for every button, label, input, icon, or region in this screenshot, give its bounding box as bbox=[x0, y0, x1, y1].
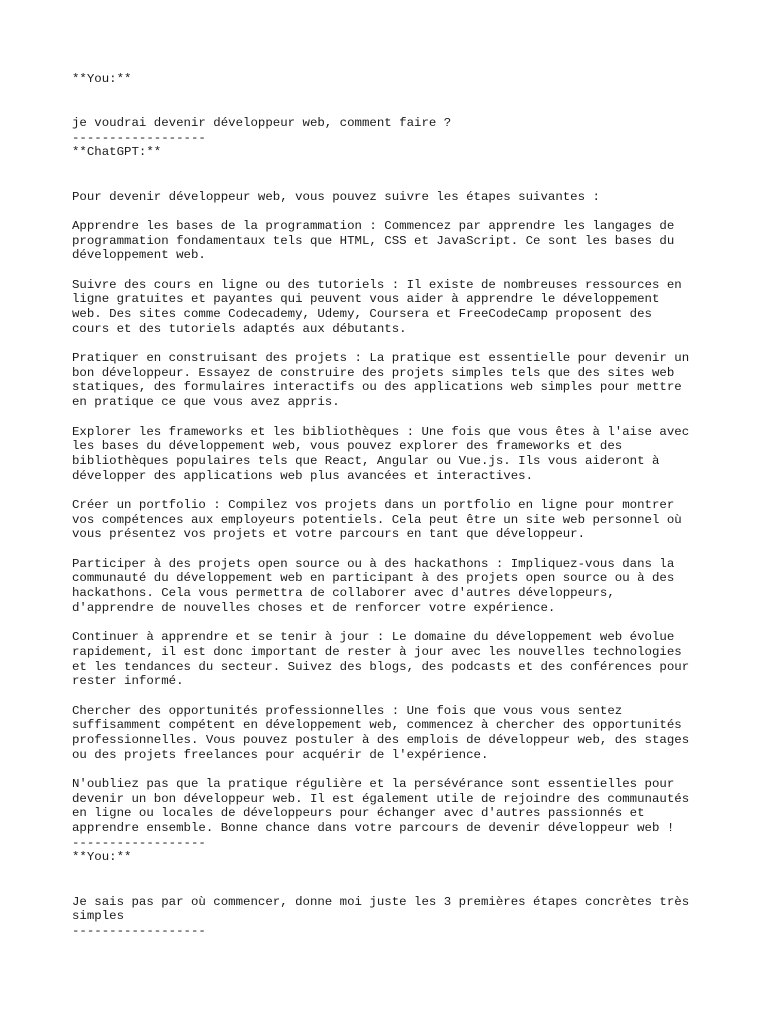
text-line: ou des projets freelances pour acquérir de l'expérience. bbox=[72, 747, 489, 762]
text-line: Pour devenir développeur web, vous pouvez suivre les étapes suivantes : bbox=[72, 189, 600, 204]
text-line: Je sais pas par où commencer, donne moi juste les 3 premières étapes concrètes très bbox=[72, 894, 690, 909]
text-line: Apprendre les bases de la programmation : Commencez par apprendre les langages de bbox=[72, 218, 675, 233]
text-line: professionnelles. Vous pouvez postuler à des emplois de développeur web, des stages bbox=[72, 732, 690, 747]
blank-line bbox=[72, 880, 712, 895]
text-line: Explorer les frameworks et les bibliothèques : Une fois que vous êtes à l'aise avec bbox=[72, 424, 690, 439]
blank-line bbox=[72, 615, 712, 630]
text-line: cours et des tutoriels adaptés aux débutants. bbox=[72, 321, 407, 336]
text-line: programmation fondamentaux tels que HTML, CSS et JavaScript. Ce sont les bases du bbox=[72, 233, 675, 248]
blank-line bbox=[72, 87, 712, 102]
text-line: rapidement, il est donc important de rester à jour avec les nouvelles technologies bbox=[72, 644, 682, 659]
text-line: je voudrai devenir développeur web, comment faire ? bbox=[72, 116, 452, 131]
document-body bbox=[72, 72, 712, 939]
text-line: Continuer à apprendre et se tenir à jour : Le domaine du développement web évolue bbox=[72, 630, 675, 645]
text-line: développer des applications web plus avancées et interactives. bbox=[72, 468, 534, 483]
blank-line bbox=[72, 483, 712, 498]
text-line: rester informé. bbox=[72, 674, 184, 689]
text-line: en ligne ou locales de développeurs pour échanger avec d'autres passionnés et bbox=[72, 806, 645, 821]
text-line: Pratiquer en construisant des projets : La pratique est essentielle pour devenir un bbox=[72, 351, 690, 366]
speaker-label-user: **You:** bbox=[72, 850, 132, 865]
text-line: développement web. bbox=[72, 248, 206, 263]
blank-line bbox=[72, 263, 712, 278]
text-line: d'apprendre de nouvelles choses et de renforcer votre expérience. bbox=[72, 600, 556, 615]
text-line: ligne gratuites et payantes qui peuvent vous aider à apprendre le développement bbox=[72, 292, 660, 307]
text-line: statiques, des formulaires interactifs ou des applications web simples pour mettre bbox=[72, 380, 682, 395]
blank-line bbox=[72, 865, 712, 880]
separator-line: ------------------ bbox=[72, 923, 206, 938]
text-line: bon développeur. Essayez de construire des projets simples tels que des sites web bbox=[72, 365, 675, 380]
text-line: communauté du développement web en participant à des projets open source ou à des bbox=[72, 571, 675, 586]
text-line: Chercher des opportunités professionnelles : Une fois que vous vous sentez bbox=[72, 703, 623, 718]
blank-line bbox=[72, 410, 712, 425]
speaker-label-user: **You:** bbox=[72, 72, 132, 86]
text-line: suffisamment compétent en développement web, commencez à chercher des opportunités bbox=[72, 718, 682, 733]
text-line: apprendre ensemble. Bonne chance dans votre parcours de devenir développeur web ! bbox=[72, 821, 675, 836]
text-line: en pratique ce que vous avez appris. bbox=[72, 395, 340, 410]
blank-line bbox=[72, 160, 712, 175]
text-line: vous présentez vos projets et votre parcours en tant que développeur. bbox=[72, 527, 586, 542]
separator-line: ------------------ bbox=[72, 130, 206, 145]
blank-line bbox=[72, 101, 712, 116]
text-line: vos compétences aux employeurs potentiels. Cela peut être un site web personnel où bbox=[72, 512, 682, 527]
text-line: bibliothèques populaires tels que React, Angular ou Vue.js. Ils vous aideront à bbox=[72, 453, 660, 468]
text-line: hackathons. Cela vous permettra de collaborer avec d'autres développeurs, bbox=[72, 586, 615, 601]
text-line: les bases du développement web, vous pouvez explorer des frameworks et des bbox=[72, 439, 623, 454]
separator-line: ------------------ bbox=[72, 835, 206, 850]
blank-line bbox=[72, 689, 712, 704]
blank-line bbox=[72, 336, 712, 351]
text-line: web. Des sites comme Codecademy, Udemy, Coursera et FreeCodeCamp proposent des bbox=[72, 307, 652, 321]
blank-line bbox=[72, 762, 712, 777]
text-line: devenir un bon développeur web. Il est également utile de rejoindre des communautés bbox=[72, 791, 690, 806]
text-line: Créer un portfolio : Compilez vos projets dans un portfolio en ligne pour montrer bbox=[72, 497, 675, 512]
blank-line bbox=[72, 542, 712, 557]
text-line: N'oubliez pas que la pratique régulière et la persévérance sont essentielles pour bbox=[72, 777, 675, 791]
speaker-label-assistant: **ChatGPT:** bbox=[72, 145, 162, 160]
text-line: et les tendances du secteur. Suivez des blogs, des podcasts et des conférences pour bbox=[72, 659, 690, 674]
blank-line bbox=[72, 175, 712, 190]
text-line: Participer à des projets open source ou à des hackathons : Impliquez-vous dans la bbox=[72, 556, 675, 571]
text-line: simples bbox=[72, 909, 125, 924]
blank-line bbox=[72, 204, 712, 219]
text-line: Suivre des cours en ligne ou des tutoriels : Il existe de nombreuses ressources en bbox=[72, 277, 682, 292]
